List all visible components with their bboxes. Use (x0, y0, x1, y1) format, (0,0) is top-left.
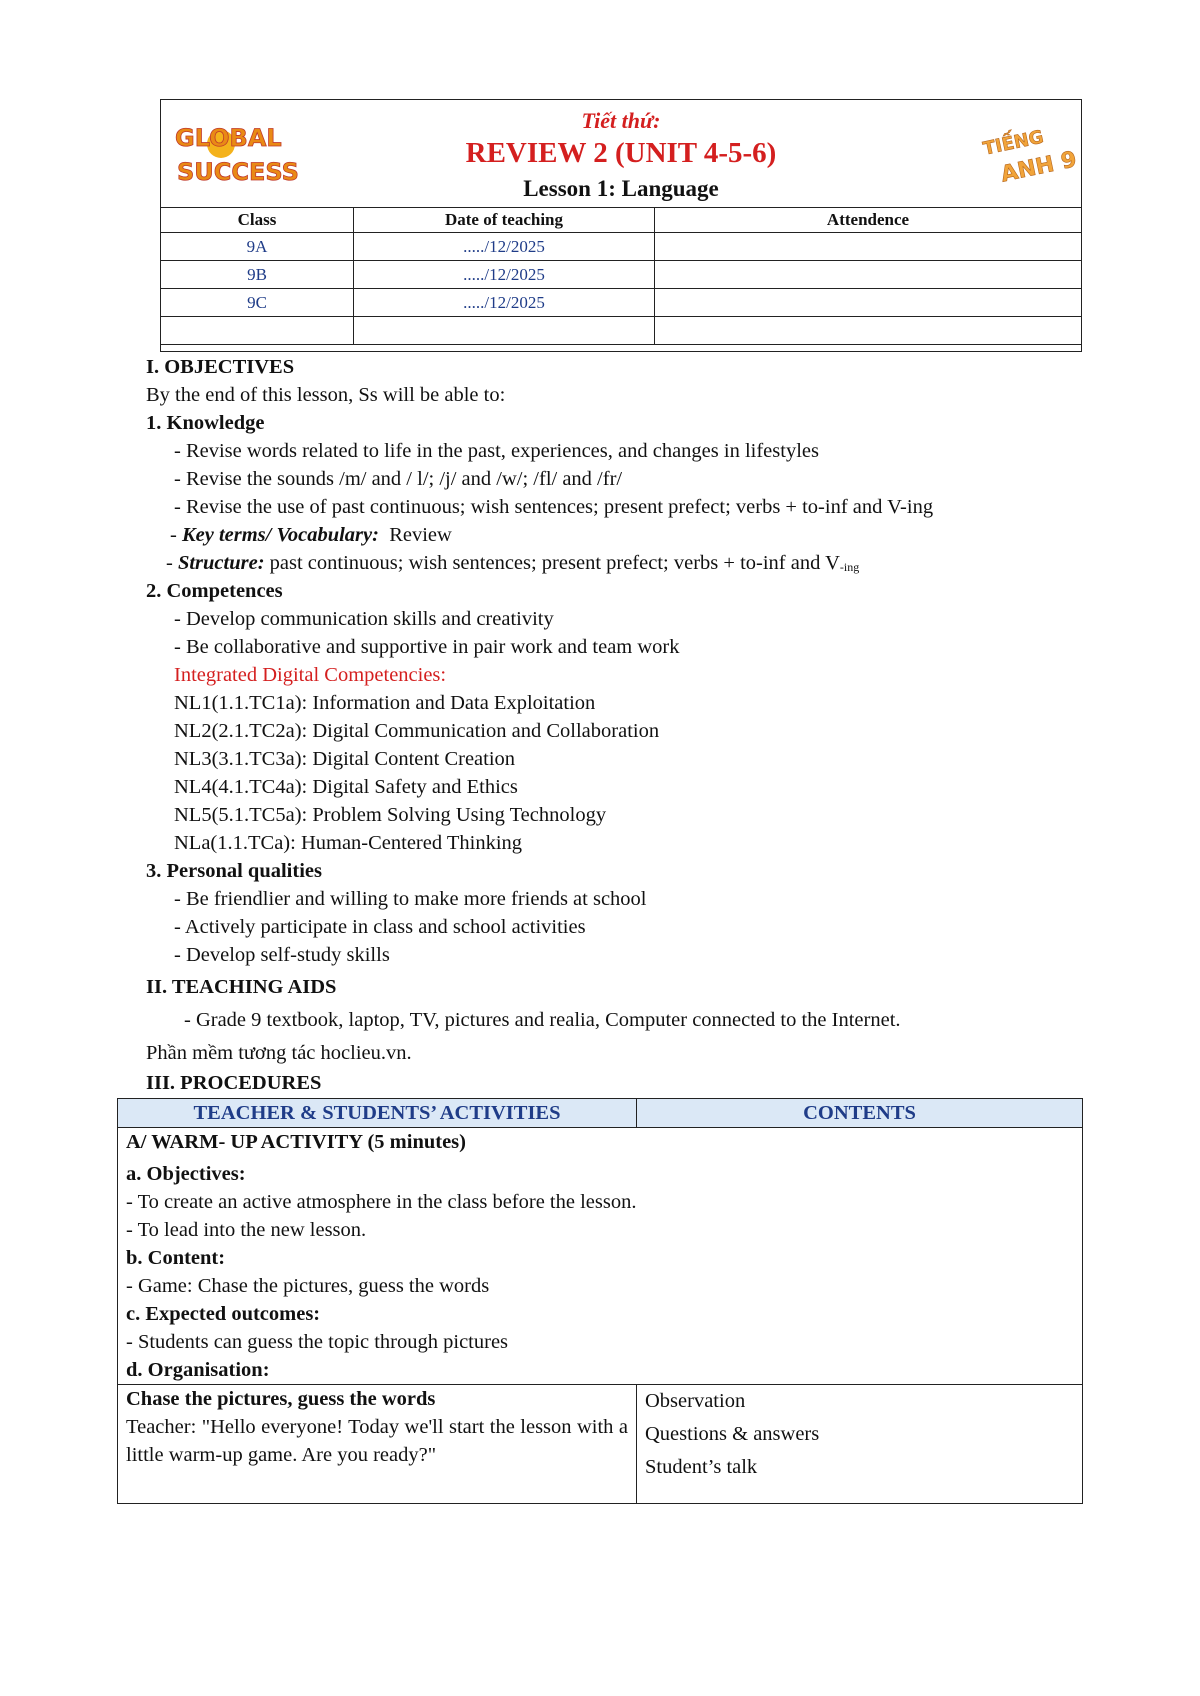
structure-value: past continuous; wish sentences; present prefect; verbs + to-inf and V (269, 552, 840, 574)
col-header-class: Class (161, 208, 354, 233)
key-terms-label: Key terms/ Vocabulary: (181, 524, 379, 546)
class-cell (161, 317, 354, 345)
objectives-intro: By the end of this lesson, Ss will be able to: (146, 384, 506, 406)
class-schedule-table (160, 207, 1082, 345)
competence-item: - Develop communication skills and creativity (174, 608, 554, 630)
col-header-attendence: Attendence (655, 208, 1082, 233)
activity-cell (118, 1385, 637, 1504)
outcomes-item: - Students can guess the topic through pictures (126, 1331, 509, 1353)
outcomes-label: c. Expected outcomes: (126, 1303, 321, 1325)
digital-item: NL3(3.1.TC3a): Digital Content Creation (174, 748, 516, 770)
procedures-table (117, 1098, 1083, 1504)
table-row (161, 261, 1082, 289)
class-cell: 9A (161, 233, 354, 261)
digital-item: NL4(4.1.TC4a): Digital Safety and Ethics (174, 776, 518, 798)
quality-item: - Develop self-study skills (174, 944, 390, 966)
logo-left-line1: GLOBAL (175, 124, 282, 152)
logo-right-line1: TIẾNG (981, 126, 1046, 160)
tiet-thu: Tiết thứ: (581, 108, 661, 133)
digital-competencies-heading: Integrated Digital Competencies: (174, 664, 447, 686)
header-titles (161, 108, 1081, 204)
warmup-section (118, 1128, 1083, 1385)
teacher-line: Teacher: "Hello everyone! Today we'll start the lesson with a little warm-up game. Are you ready?" (126, 1416, 628, 1466)
competence-item: - Be collaborative and supportive in pair work and team work (174, 636, 680, 658)
structure-suffix: -ing (839, 560, 860, 574)
col-header-activities: TEACHER & STUDENTS’ ACTIVITIES (118, 1099, 637, 1128)
digital-item: NL1(1.1.TC1a): Information and Data Exploitation (174, 692, 596, 714)
date-cell (354, 317, 655, 345)
key-terms-value: Review (389, 524, 452, 546)
teaching-aids-software: Phần mềm tương tác hoclieu.vn. (146, 1042, 412, 1064)
col-header-date: Date of teaching (354, 208, 655, 233)
attendence-cell (655, 261, 1082, 289)
quality-item: - Be friendlier and willing to make more friends at school (174, 888, 647, 910)
content-item: - Game: Chase the pictures, guess the words (126, 1275, 490, 1297)
logo-right-line2: ANH 9 (998, 147, 1080, 188)
attendence-cell (655, 289, 1082, 317)
game-title: Chase the pictures, guess the words (126, 1388, 436, 1410)
date-cell: ...../12/2025 (354, 289, 655, 317)
knowledge-item: - Revise the sounds /m/ and / l/; /j/ and /w/; /fl/ and /fr/ (174, 468, 623, 490)
table-header-row (161, 208, 1082, 233)
content-label: b. Content: (126, 1247, 226, 1269)
warmup-title: A/ WARM- UP ACTIVITY (5 minutes) (126, 1131, 466, 1153)
table-row (161, 289, 1082, 317)
digital-item: NL5(5.1.TC5a): Problem Solving Using Technology (174, 804, 607, 826)
attendence-cell (655, 233, 1082, 261)
class-cell: 9C (161, 289, 354, 317)
review-title: REVIEW 2 (UNIT 4-5-6) (465, 137, 777, 169)
lesson-header (160, 99, 1082, 352)
digital-item: NLa(1.1.TCa): Human-Centered Thinking (174, 832, 523, 854)
table-row (161, 233, 1082, 261)
activity-row (118, 1385, 1083, 1504)
qualities-heading: 3. Personal qualities (146, 860, 322, 882)
objectives-item: - To lead into the new lesson. (126, 1219, 367, 1241)
class-cell: 9B (161, 261, 354, 289)
structure-label: Structure: (177, 552, 265, 574)
organisation-label: d. Organisation: (126, 1359, 270, 1381)
structure-line: - Structure: past continuous; wish sentences; present prefect; verbs + to-inf and V-ing (166, 552, 860, 574)
competences-heading: 2. Competences (146, 580, 283, 602)
knowledge-item: - Revise words related to life in the past, experiences, and changes in lifestyles (174, 440, 819, 462)
teaching-aids-line: - Grade 9 textbook, laptop, TV, pictures and realia, Computer connected to the Internet. (184, 1009, 901, 1031)
knowledge-heading: 1. Knowledge (146, 412, 265, 434)
date-cell: ...../12/2025 (354, 261, 655, 289)
contents-item: Questions & answers (645, 1423, 820, 1445)
contents-item: Student’s talk (645, 1456, 758, 1478)
procedures-header-row (118, 1099, 1083, 1128)
col-header-contents: CONTENTS (637, 1099, 1083, 1128)
lesson-title: Lesson 1: Language (523, 176, 719, 201)
teaching-aids-heading: II. TEACHING AIDS (146, 976, 337, 998)
key-terms-line: - Key terms/ Vocabulary: Review (170, 524, 452, 546)
objectives-heading: I. OBJECTIVES (146, 356, 295, 378)
tieng-anh-9-logo (981, 116, 1080, 188)
objectives-item: - To create an active atmosphere in the class before the lesson. (126, 1191, 637, 1213)
objectives-label: a. Objectives: (126, 1163, 246, 1185)
knowledge-item: - Revise the use of past continuous; wish sentences; present prefect; verbs + to-inf and V-ing (174, 496, 934, 518)
procedures-heading: III. PROCEDURES (146, 1072, 322, 1094)
date-cell: ...../12/2025 (354, 233, 655, 261)
attendence-cell (655, 317, 1082, 345)
warmup-row (118, 1128, 1083, 1385)
contents-item: Observation (645, 1390, 746, 1412)
logo-left-line2: SUCCESS (177, 158, 299, 186)
quality-item: - Actively participate in class and school activities (174, 916, 586, 938)
digital-item: NL2(2.1.TC2a): Digital Communication and Collaboration (174, 720, 660, 742)
table-row (161, 317, 1082, 345)
contents-cell (637, 1385, 1083, 1504)
